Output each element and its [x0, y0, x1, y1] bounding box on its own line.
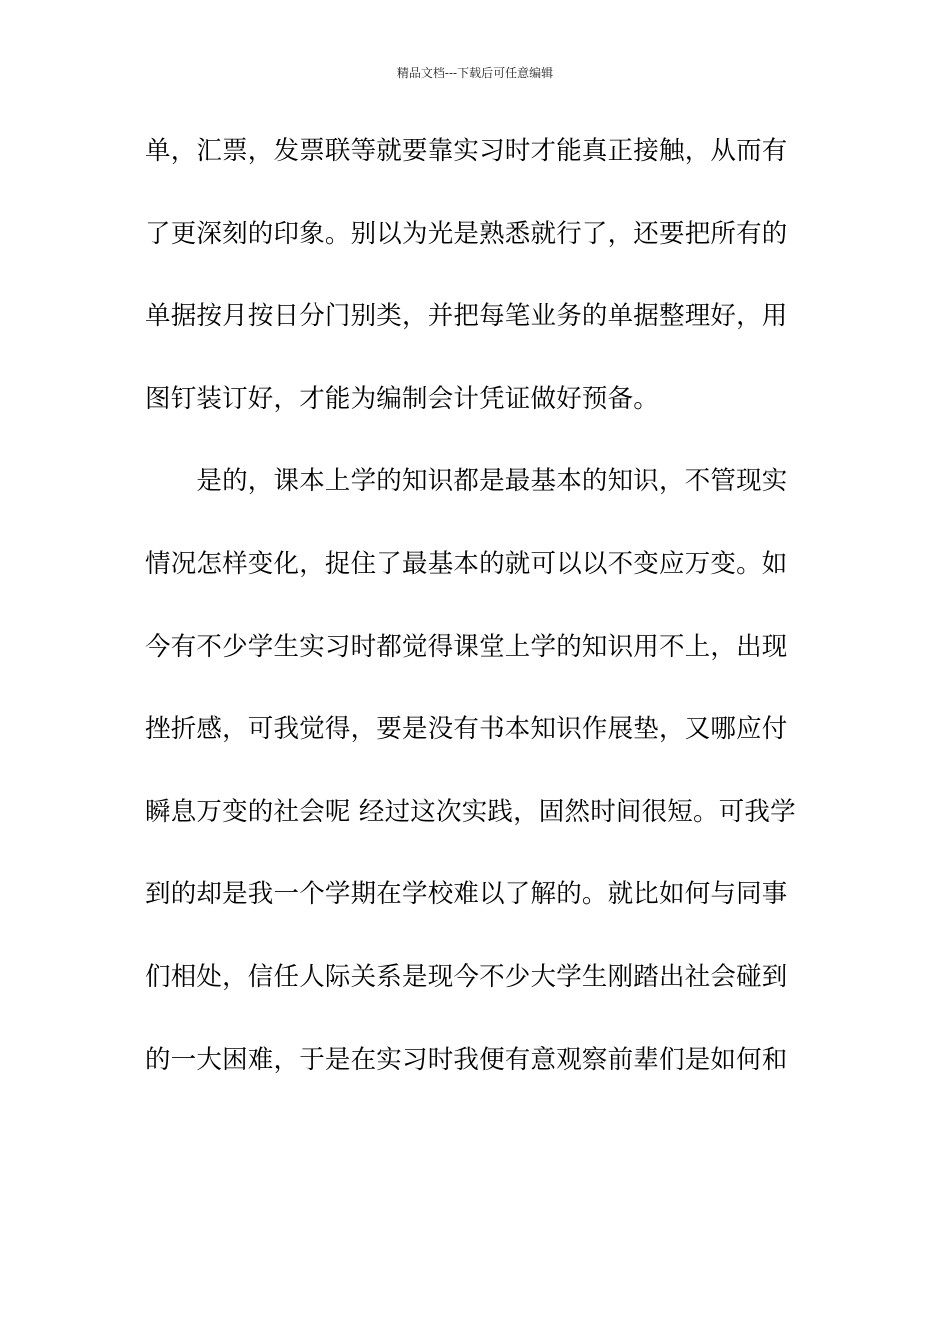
page-header: 精品文档---下载后可任意编辑 [396, 66, 554, 80]
text-line: 到的却是我一个学期在学校难以了解的。就比如何与同事 [145, 879, 788, 910]
text-line: 是的，课本上学的知识都是最基本的知识，不管现实 [145, 466, 788, 497]
text-line: 单据按月按日分门别类，并把每笔业务的单据整理好，用 [145, 301, 788, 332]
text-line: 瞬息万变的社会呢 经过这次实践，固然时间很短。可我学 [145, 796, 796, 827]
text-line: 情况怎样变化，捉住了最基本的就可以以不变应万变。如 [145, 548, 788, 579]
text-line: 图钉装订好，才能为编制会计凭证做好预备。 [145, 383, 660, 414]
text-line: 挫折感，可我觉得，要是没有书本知识作展垫，又哪应付 [145, 714, 788, 745]
document-body [145, 127, 825, 1118]
text-line: 今有不少学生实习时都觉得课堂上学的知识用不上，出现 [145, 631, 788, 662]
text-line: 们相处，信任人际关系是现今不少大学生刚踏出社会碰到 [145, 961, 788, 992]
text-line: 单，汇票，发票联等就要靠实习时才能真正接触，从而有 [145, 136, 788, 166]
text-line: 的一大困难，于是在实习时我便有意观察前辈们是如何和 [145, 1044, 788, 1075]
text-line: 了更深刻的印象。别以为光是熟悉就行了，还要把所有的 [145, 218, 788, 249]
